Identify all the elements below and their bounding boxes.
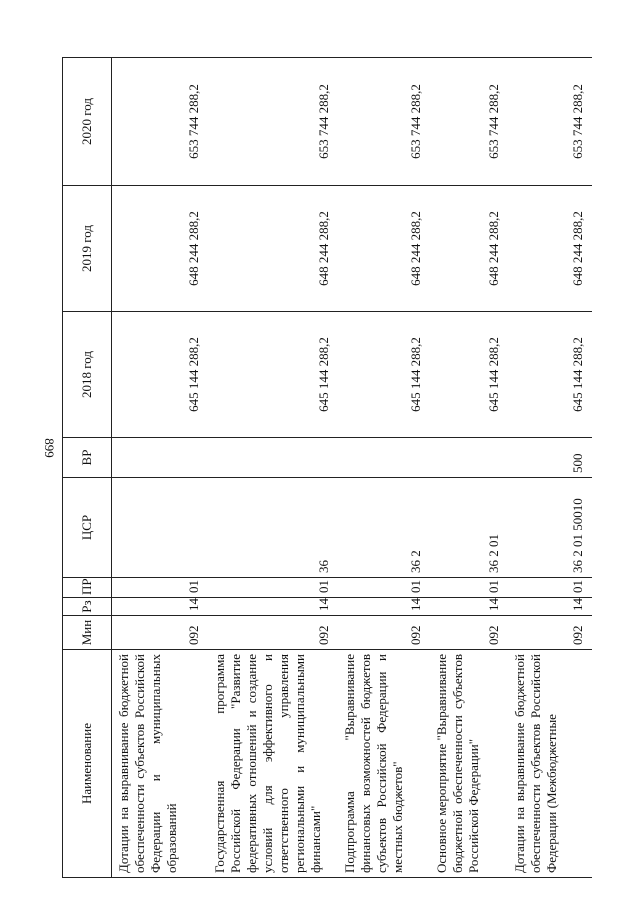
row-rz: 14 [508,598,592,616]
row-2018: 645 144 288,2 [338,312,430,438]
row-2020: 653 744 288,2 [508,58,592,186]
table-row [112,58,209,878]
row-2018: 645 144 288,2 [508,312,592,438]
row-2020: 653 744 288,2 [208,58,338,186]
table-row [430,58,508,878]
table-row [208,58,338,878]
row-min: 092 [208,616,338,650]
header-2020: 2020 год [63,58,112,186]
row-min: 092 [338,616,430,650]
row-min: 092 [508,616,592,650]
budget-table-sheet [62,58,622,878]
header-min: Мин [63,616,112,650]
row-name: Государственная программа Российской Федерации "Развитие федеративных отношений и создание условий для эффективного и ответственного управления региональными и муниципальными финансами" [208,650,338,878]
row-csr: 36 2 [338,478,430,578]
header-name: Наименование [63,650,112,878]
row-min: 092 [430,616,508,650]
row-2019: 648 244 288,2 [508,186,592,312]
row-csr: 36 [208,478,338,578]
header-vr: ВР [63,438,112,478]
row-name: Дотации на выравнивание бюджетной обеспеченности субъектов Российской Федерации (Межбюджетные [508,650,592,878]
row-pr: 01 [430,578,508,598]
row-name: Подпрограмма "Выравнивание финансовых возможностей бюджетов субъектов Российской Федерации и местных бюджетов" [338,650,430,878]
row-2020: 653 744 288,2 [338,58,430,186]
table-header-row [63,58,112,878]
row-name: Дотации на выравнивание бюджетной обеспеченности субъектов Российской Федерации и муниципальных образований [112,650,209,878]
row-2018: 645 144 288,2 [430,312,508,438]
row-pr: 01 [208,578,338,598]
row-pr: 01 [338,578,430,598]
table-row [508,58,592,878]
row-csr: 36 2 01 [430,478,508,578]
row-vr [112,438,209,478]
row-2020: 653 744 288,2 [430,58,508,186]
row-csr: 36 2 01 50010 [508,478,592,578]
row-pr: 01 [112,578,209,598]
header-rz: Рз [63,598,112,616]
row-2018: 645 144 288,2 [208,312,338,438]
table-row [338,58,430,878]
row-vr [208,438,338,478]
page-number: 899 [42,438,57,458]
row-vr [338,438,430,478]
row-2019: 648 244 288,2 [430,186,508,312]
row-vr: 500 [508,438,592,478]
budget-table [62,57,592,878]
row-pr: 01 [508,578,592,598]
row-rz: 14 [338,598,430,616]
row-name: Основное мероприятие "Выравнивание бюджетной обеспеченности субъектов Российской Федерации" [430,650,508,878]
header-csr: ЦСР [63,478,112,578]
row-vr [430,438,508,478]
row-rz: 14 [208,598,338,616]
row-2018: 645 144 288,2 [112,312,209,438]
row-2019: 648 244 288,2 [208,186,338,312]
row-rz: 14 [430,598,508,616]
header-2018: 2018 год [63,312,112,438]
header-2019: 2019 год [63,186,112,312]
header-pr: ПР [63,578,112,598]
row-min: 092 [112,616,209,650]
row-2019: 648 244 288,2 [112,186,209,312]
row-rz: 14 [112,598,209,616]
row-csr [112,478,209,578]
row-2019: 648 244 288,2 [338,186,430,312]
row-2020: 653 744 288,2 [112,58,209,186]
